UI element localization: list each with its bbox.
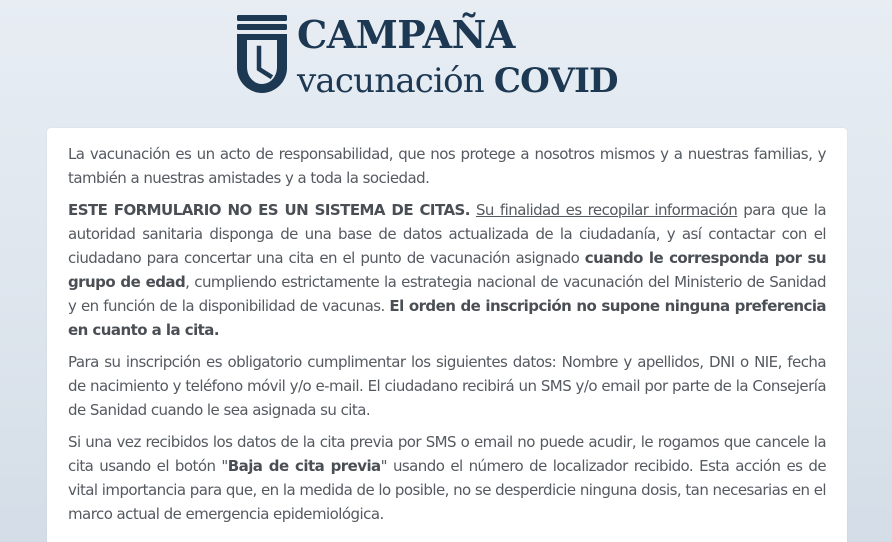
disclaimer-paragraph	[68, 198, 826, 342]
cancellation-paragraph	[68, 430, 826, 526]
disclaimer-text-a: para que la autoridad sanitaria disponga de una base de datos actualizada de la ciudadanía, y así contactar con el ciudadano para concertar una cita en el punto de vacunación asignado	[68, 201, 826, 267]
cancellation-text-a: Si una vez recibidos los datos de la cita previa por SMS o email no puede acudir, le rogamos que cancele la cita usando el botón "	[68, 433, 826, 475]
info-card	[47, 128, 847, 542]
purpose-underlined: Su finalidad es recopilar información	[475, 201, 738, 219]
intro-paragraph: La vacunación es un acto de responsabilidad, que nos protege a nosotros mismos y a nuestras familias, y también a nuestras amistades y a toda la sociedad.	[68, 145, 826, 187]
subtitle-regular: vacunación	[297, 61, 484, 101]
disclaimer-bold-a: cuando le corresponda por su grupo de edad	[68, 249, 826, 291]
disclaimer-heading: ESTE FORMULARIO NO ES UN SISTEMA DE CITAS.	[68, 201, 470, 219]
subtitle-bold: COVID	[493, 61, 618, 101]
requirements-paragraph: Para su inscripción es obligatorio cumplimentar los siguientes datos: Nombre y apellidos, DNI o NIE, fecha de nacimiento y teléfono móvil y/o e-mail. El ciudadano recibirá un SMS y/o email por parte de la Consejería de Sanidad cuando le sea asignada su cita.	[68, 353, 826, 419]
campaign-subtitle	[297, 60, 618, 102]
cancellation-button-name: Baja de cita previa	[227, 457, 381, 475]
cancellation-text-b: " usando el número de localizador recibido. Esta acción es de vital importancia para que, en la medida de lo posible, no se desperdicie ninguna dosis, tan necesarias en el marco actual de emergencia epidemiológica.	[68, 457, 826, 523]
campaign-title: CAMPAÑA	[297, 12, 515, 57]
disclaimer-bold-b: El orden de inscripción no supone ninguna preferencia en cuanto a la cita.	[68, 297, 826, 339]
info-text	[68, 142, 826, 534]
campaign-header	[236, 14, 636, 104]
shield-clock-logo-icon	[236, 14, 288, 94]
disclaimer-text-b: , cumpliendo estrictamente la estrategia nacional de vacunación del Ministerio de Sanidad y en función de la disponibilidad de vacunas.	[68, 273, 826, 315]
